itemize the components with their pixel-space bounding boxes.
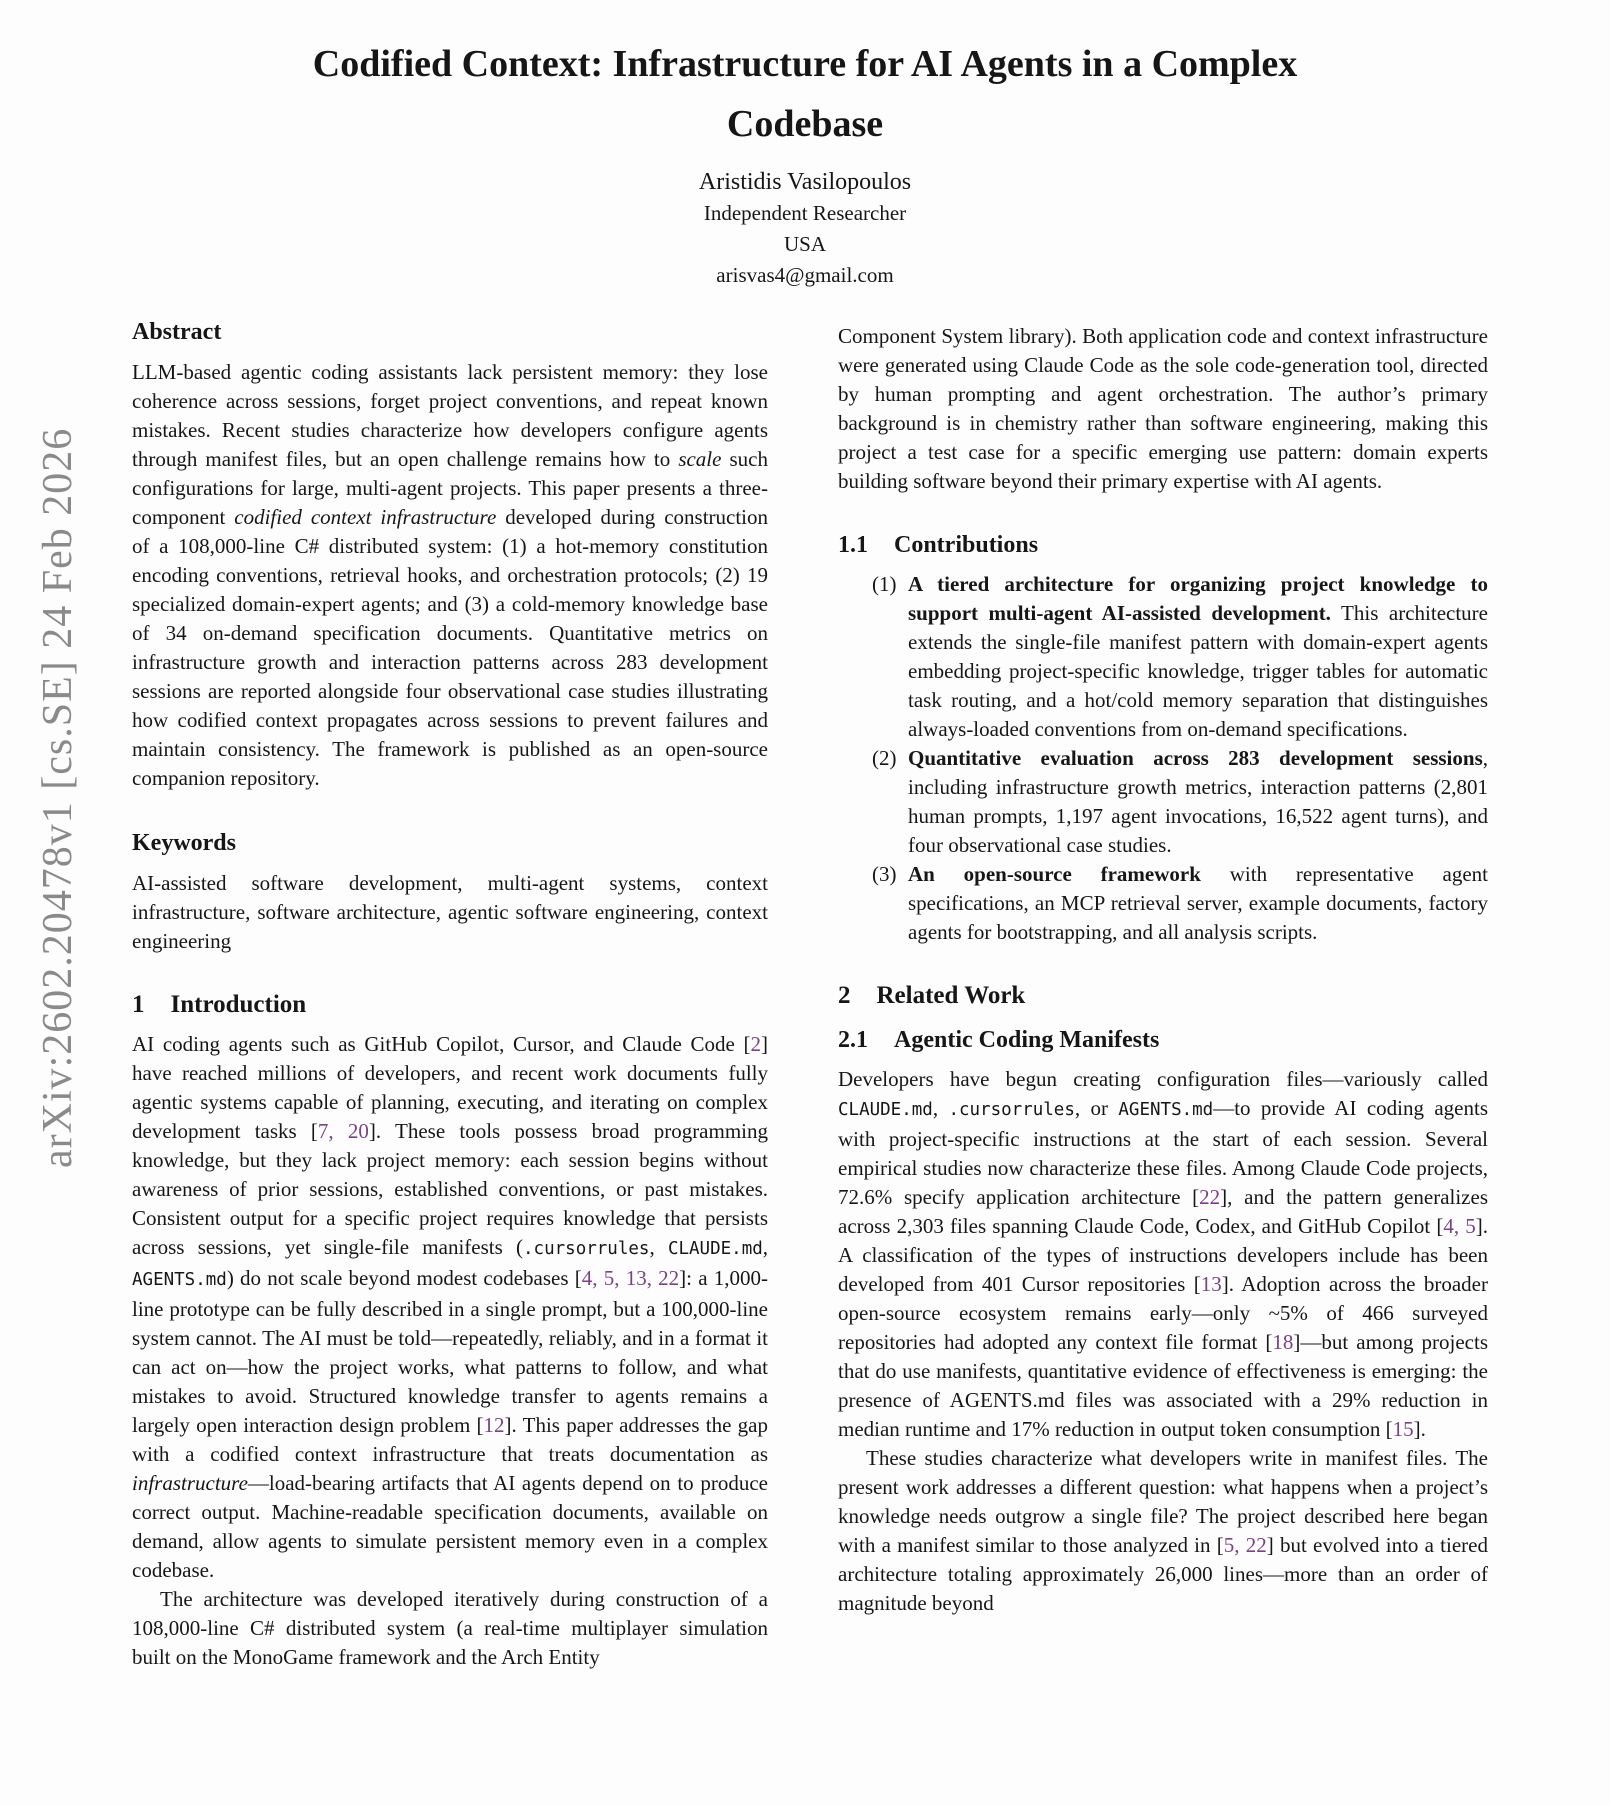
text-segment: —load-bearing artifacts that AI agents depend on to produce correct output. Machine-readable specification documents, available on demand, allow agents to simulate persistent memory even in a complex codebase.: [132, 1471, 768, 1582]
text-segment: A tiered architecture for organizing project knowledge to support multi-agent AI-assisted development.: [908, 572, 1488, 625]
text-segment: These studies characterize what developers write in manifest files. The present work addresses a different question: what happens when a project’s knowledge needs outgrow a single file? The project described here began with a manifest similar to those analyzed in [: [838, 1446, 1488, 1557]
text-segment: ], and the pattern generalizes across 2,303 files spanning Claude Code, Codex, and GitHub Copilot [: [838, 1185, 1488, 1238]
citation-link[interactable]: 18: [1272, 1330, 1294, 1354]
contributions-heading: [838, 530, 1488, 560]
introduction-paragraph-1: [132, 1030, 768, 1585]
paper-title-line-1: Codified Context: Infrastructure for AI Agents in a Complex: [312, 43, 1298, 85]
text-segment: AI coding agents such as GitHub Copilot, Cursor, and Claude Code [: [132, 1032, 751, 1056]
section-title: Contributions: [894, 532, 1039, 558]
text-segment: developed during construction of a 108,000-line C# distributed system: (1) a hot-memory constitution encoding conventions, retrieval hooks, and orchestration protocols; (2) 19 specialized domain-expert agents; and (3) a cold-memory knowledge base of 34 on-demand specification documents. Quantitative metrics on infrastructure growth and interaction patterns across 283 development sessions are reported alongside four observational case studies illustrating how codified context propagates across sessions to prevent failures and maintain consistency. The framework is published as an open-source companion repository.: [132, 505, 769, 790]
section-number: 2.1: [838, 1027, 868, 1053]
list-item-marker: (2): [872, 746, 897, 770]
text-segment: This architecture extends the single-file manifest pattern with domain-expert agents embedding project-specific knowledge, trigger tables for automatic task routing, and a hot/cold memory separation that distinguishes always-loaded conventions from on-demand specifications.: [908, 601, 1488, 741]
text-segment: AGENTS.md: [1118, 1100, 1214, 1120]
section-number: 2: [838, 982, 851, 1009]
agentic-coding-manifests-heading: [838, 1025, 1488, 1055]
list-item-text: [908, 570, 1488, 744]
text-segment: Developers have begun creating configuration files—variously called: [838, 1067, 1488, 1091]
text-segment: codified context infrastructure: [234, 505, 497, 529]
text-segment: AGENTS.md: [132, 1270, 227, 1290]
citation-link[interactable]: 22: [1199, 1185, 1221, 1209]
introduction-paragraph-2: [132, 1585, 768, 1672]
paper-header: [0, 0, 1610, 291]
manifests-paragraph-1: [838, 1065, 1488, 1444]
list-item-text: [908, 744, 1488, 860]
text-segment: ) do not scale beyond modest codebases [: [226, 1266, 582, 1290]
arxiv-watermark: arXiv:2602.20478v1 [cs.SE] 24 Feb 2026: [35, 427, 81, 1168]
text-segment: An open-source framework: [908, 862, 1201, 886]
text-segment: ].: [1413, 1417, 1426, 1441]
abstract-heading: Abstract: [132, 319, 222, 345]
text-segment: , or: [1074, 1096, 1119, 1120]
text-segment: ,: [762, 1235, 769, 1259]
text-segment: with representative agent specifications, an MCP retrieval server, example documents, factory agents for bootstrapping, and all analysis scripts.: [908, 862, 1489, 944]
left-column: [132, 318, 768, 1672]
citation-link[interactable]: 2: [750, 1032, 761, 1056]
text-segment: ]. This paper addresses the gap with a codified context infrastructure that treats documentation as: [132, 1413, 768, 1466]
list-item: [838, 570, 1488, 744]
continuation-paragraph: [838, 322, 1488, 496]
related-work-heading: [838, 981, 1488, 1011]
list-item: [838, 744, 1488, 860]
text-segment: infrastructure: [132, 1471, 248, 1495]
section-title: Agentic Coding Manifests: [894, 1027, 1160, 1053]
text-segment: Quantitative evaluation across 283 development sessions: [908, 746, 1483, 770]
author-email[interactable]: arisvas4@gmail.com: [716, 263, 894, 287]
manifests-paragraph-2: [838, 1444, 1488, 1618]
text-segment: .cursorrules: [523, 1239, 650, 1259]
citation-link[interactable]: 15: [1392, 1417, 1414, 1441]
paper-title-line-2: Codebase: [726, 103, 884, 145]
text-segment: , including infrastructure growth metrics, interaction patterns (2,801 human prompts, 1,197 agent invocations, 16,522 agent turns), and four observational case studies.: [908, 746, 1488, 857]
citation-link[interactable]: 4, 5: [1443, 1214, 1476, 1238]
text-segment: The architecture was developed iteratively during construction of a 108,000-line C# distributed system (a real-time multiplayer simulation built on the MonoGame framework and the Arch Entity: [132, 1587, 768, 1669]
citation-link[interactable]: 7, 20: [317, 1119, 369, 1143]
contributions-list: [838, 570, 1488, 947]
text-segment: CLAUDE.md: [667, 1239, 763, 1259]
text-segment: —to provide AI coding agents with project-specific instructions at the start of each session. Several empirical studies now characterize these files. Among Claude Code projects, 72.6% specify application architecture [: [838, 1096, 1488, 1209]
section-number: 1.1: [838, 532, 868, 558]
list-item-text: [908, 860, 1488, 947]
list-item-marker: (1): [872, 572, 897, 596]
section-title: Related Work: [876, 982, 1026, 1009]
text-segment: AI-assisted software development, multi-agent systems, context infrastructure, software architecture, agentic software engineering, context engineering: [132, 871, 768, 953]
text-segment: ]. Adoption across the broader open-source ecosystem remains early—only ~5% of 466 surveyed repositories had adopted any context file format [: [838, 1272, 1488, 1354]
text-segment: ] have reached millions of developers, and recent work documents fully agentic systems capable of planning, executing, and iterating on complex development tasks [: [132, 1032, 768, 1143]
keywords-text: [132, 869, 768, 956]
text-segment: ,: [932, 1096, 949, 1120]
text-segment: CLAUDE.md: [838, 1100, 933, 1120]
keywords-heading: Keywords: [132, 830, 236, 856]
citation-link[interactable]: 13: [1200, 1272, 1222, 1296]
author-affiliation: Independent Researcher: [703, 201, 907, 225]
text-segment: scale: [678, 447, 722, 471]
text-segment: ] but evolved into a tiered architecture totaling approximately 26,000 lines—more than an order of magnitude beyond: [838, 1533, 1488, 1615]
list-item: [838, 860, 1488, 947]
list-item-marker: (3): [872, 862, 897, 886]
section-number: 1: [132, 991, 145, 1018]
text-segment: such configurations for large, multi-agent projects. This paper presents a three-component: [132, 447, 768, 529]
text-segment: ,: [649, 1235, 668, 1259]
citation-link[interactable]: 4, 5, 13, 22: [581, 1266, 680, 1290]
right-column: [838, 322, 1488, 1618]
citation-link[interactable]: 5, 22: [1223, 1533, 1267, 1557]
text-segment: ]—but among projects that do use manifests, quantitative evidence of effectiveness is emerging: the presence of AGENTS.md files was associated with a 29% reduction in median runtime and 17% reduction in output token consumption [: [838, 1330, 1488, 1441]
text-segment: Component System library). Both application code and context infrastructure were generated using Claude Code as the sole code-generation tool, directed by human prompting and agent orchestration. The author’s primary background is in chemistry rather than software engineering, making this project a test case for a specific emerging use pattern: domain experts building software beyond their primary expertise with AI agents.: [838, 324, 1488, 493]
section-title: Introduction: [170, 991, 307, 1018]
text-segment: .cursorrules: [948, 1100, 1075, 1120]
introduction-heading: [132, 990, 768, 1020]
abstract-text: [132, 358, 768, 793]
text-segment: ]: a 1,000-line prototype can be fully described in a single prompt, but a 100,000-line system cannot. The AI must be told—repeatedly, reliably, and in a format it can act on—how the project works, what patterns to follow, and what mistakes to avoid. Structured knowledge transfer to agents remains a largely open interaction design problem [: [132, 1266, 768, 1437]
text-segment: ]. These tools possess broad programming knowledge, but they lack project memory: each session begins without awareness of prior sessions, established conventions, or past mistakes. Consistent output for a specific project requires knowledge that persists across sessions, yet single-file manifests (: [132, 1119, 769, 1259]
citation-link[interactable]: 12: [483, 1413, 505, 1437]
text-segment: ]. A classification of the types of instructions developers include has been developed from 401 Cursor repositories [: [838, 1214, 1488, 1296]
text-segment: LLM-based agentic coding assistants lack persistent memory: they lose coherence across sessions, forget project conventions, and repeat known mistakes. Recent studies characterize how developers configure agents through manifest files, but an open challenge remains how to: [132, 360, 768, 471]
author-country: USA: [783, 232, 826, 256]
author-name: Aristidis Vasilopoulos: [698, 169, 912, 195]
